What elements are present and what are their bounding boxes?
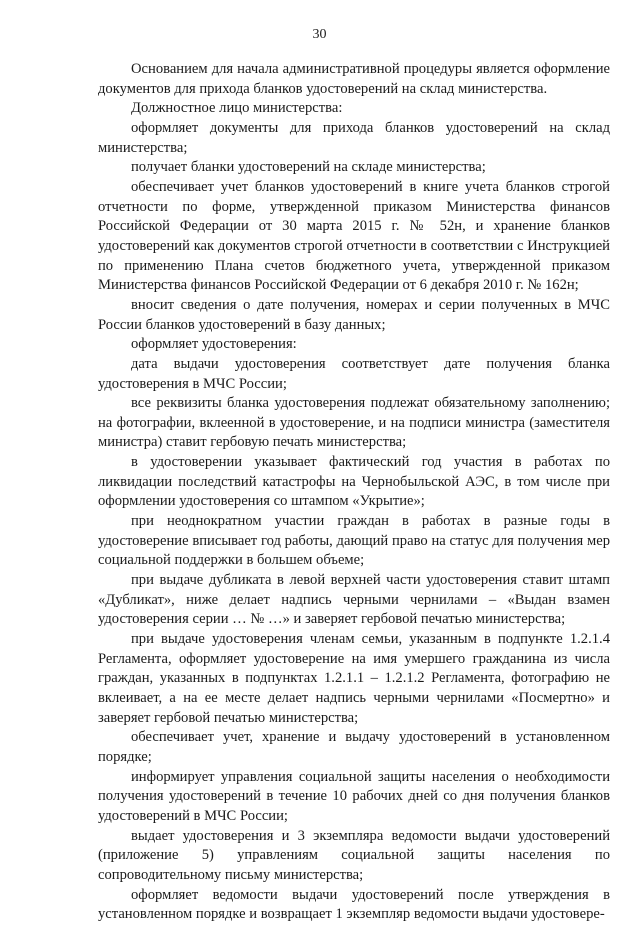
body-text xyxy=(98,60,610,925)
paragraph-actual-year: в удостоверении указывает фактический год участия в работах по ликвидации последствий катастрофы на Чернобыльской АЭС, в том числе при оформлении удостоверения со штампом «Укрытие»; xyxy=(98,454,610,510)
paragraph-enters-data: вносит сведения о дате получения, номерах и серии полученных в МЧС России бланков удостоверений в базу данных; xyxy=(98,296,610,333)
paragraph-requisites: все реквизиты бланка удостоверения подлежат обязательному заполнению; на фотографии, вклеенной в удостоверение, и на подписи министра (заместителя министра) ставит гербовую печать министерства; xyxy=(98,395,610,451)
paragraph-duplicate: при выдаче дубликата в левой верхней части удостоверения ставит штамп «Дубликат», ниже делает надпись черными чернилами – «Выдан взамен удостоверения серии … № …» и заверяет гербовой печатью министерства; xyxy=(98,572,610,628)
paragraph-family-members: при выдаче удостоверения членам семьи, указанным в подпункте 1.2.1.4 Регламента, оформляет удостоверение на имя умершего гражданина из числа граждан, указанных в подпунктах 1.2.1.1 – 1.2.1.2 Регламента, фотографию не вклеивает, а на ее месте делает надпись черными чернилами «Посмертно» и заверяет гербовой печатью министерства; xyxy=(98,631,610,726)
paragraph-issues-copies: выдает удостоверения и 3 экземпляра ведомости выдачи удостоверений (приложение 5) управлениям социальной защиты населения по сопроводительному письму министерства; xyxy=(98,827,610,883)
paragraph-informs: информирует управления социальной защиты населения о необходимости получения удостоверений в течение 10 рабочих дней со дня получения бланков удостоверений в МЧС России; xyxy=(98,768,610,824)
paragraph-receives-blanks: получает бланки удостоверений на складе министерства; xyxy=(131,159,486,176)
paragraph-prepares-documents: оформляет документы для прихода бланков удостоверений на склад министерства; xyxy=(98,119,610,156)
paragraph-procedure-basis: Основанием для начала административной процедуры является оформление документов для прихода бланков удостоверений на склад министерства. xyxy=(98,61,610,97)
paragraph-registers: оформляет ведомости выдачи удостоверений после утверждения в установленном порядке и возвращает 1 экземпляр ведомости выдачи удостовере- xyxy=(98,886,610,923)
paragraph-issues-certificates: оформляет удостоверения: xyxy=(131,336,297,353)
paragraph-official-intro: Должностное лицо министерства: xyxy=(131,100,343,117)
page-number: 30 xyxy=(312,27,327,42)
paragraph-ensures-accounting: обеспечивает учет бланков удостоверений в книге учета бланков строгой отчетности по форме, утвержденной приказом Министерства финансов Российской Федерации от 30 марта 2015 г. № 52н, и хранение бланков удостоверений как документов строгой отчетности в соответствии с Инструкцией по применению Плана счетов бюджетного учета, утвержденной приказом Министерства финансов Российской Федерации от 6 декабря 2010 г. № 162н; xyxy=(98,178,610,294)
paragraph-issue-date: дата выдачи удостоверения соответствует дате получения бланка удостоверения в МЧС России; xyxy=(98,355,610,392)
paragraph-repeated-participation: при неоднократном участии граждан в работах в разные годы в удостоверение вписывает год работы, дающий право на статус для получения мер социальной поддержки в большем объеме; xyxy=(98,513,610,569)
paragraph-storage: обеспечивает учет, хранение и выдачу удостоверений в установленном порядке; xyxy=(98,729,610,765)
